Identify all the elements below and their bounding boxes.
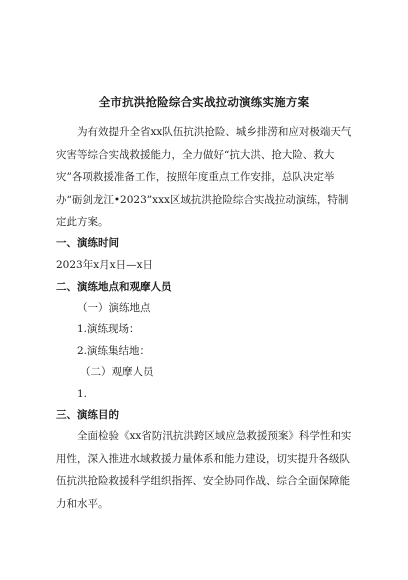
subsection-heading-location: （一）演练地点 (77, 302, 151, 314)
document-title: 全市抗洪抢险综合实战拉动演练实施方案 (98, 95, 310, 109)
section-heading-location: 二、演练地点和观摩人员 (56, 281, 172, 293)
section-text-time: 2023年x月x日—x日 (56, 259, 153, 271)
list-item-observer: 1. (77, 388, 88, 400)
intro-paragraph: 为有效提升全省xx队伍抗洪抢险、城乡排涝和应对极端天气灾害等综合实战救援能力，全力做好“抗大洪、抢大险、救大灾”各项救援准备工作，按照年度重点工作安排，总队决定举办“砺剑龙江•2023”xxx区域抗洪抢险综合实战拉动演练，特制定此方案。 (56, 126, 352, 228)
purpose-paragraph: 全面检验《xx省防汛抗洪跨区域应急救援预案》科学性和实用性，深入推进水域救援力量体系和能力建设，切实提升各级队伍抗洪抢险救援科学组织指挥、安全协同作战、综合全面保障能力和水平。 (56, 430, 352, 510)
subsection-heading-observers: （二）观摩人员 (80, 366, 154, 378)
section-heading-purpose: 三、演练目的 (56, 409, 119, 421)
section-heading-time: 一、演练时间 (56, 237, 119, 249)
list-item-assembly: 2.演练集结地： (77, 345, 151, 357)
list-item-site: 1.演练现场： (77, 323, 140, 335)
